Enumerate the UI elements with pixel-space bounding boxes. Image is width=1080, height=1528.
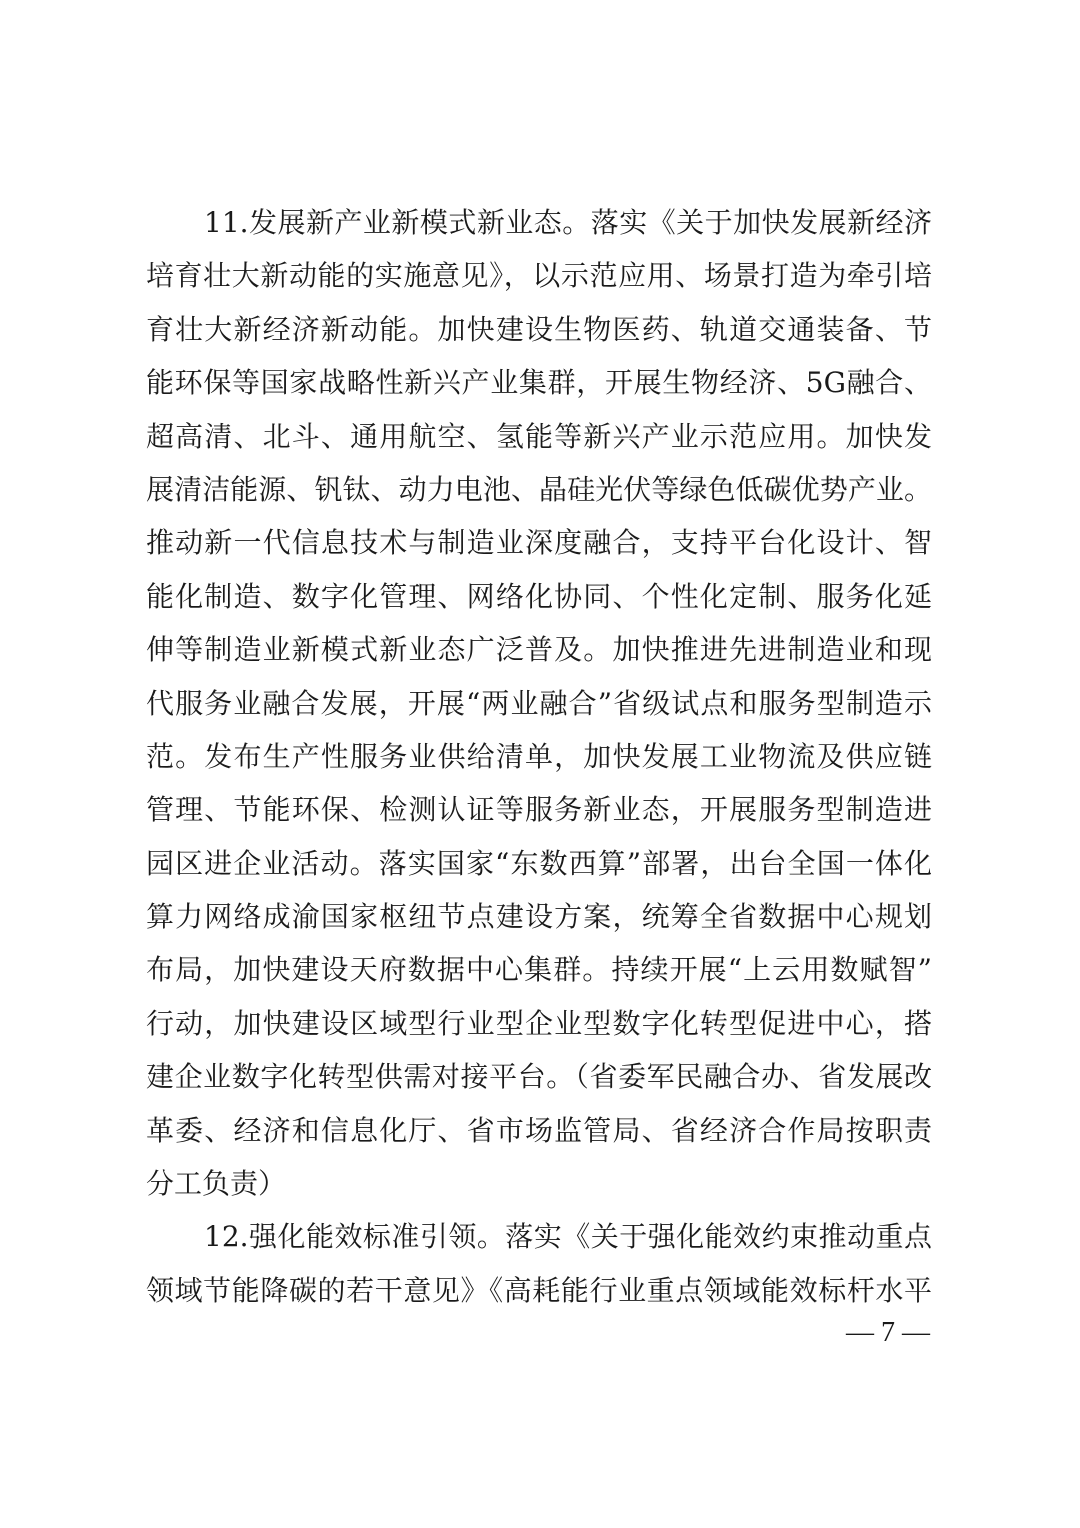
paragraph-11-line-15: 布局，加快建设天府数据中心集群。持续开展“上云用数赋智” (146, 953, 932, 987)
paragraph-11-line-13: 园区进企业活动。落实国家“东数西算”部署，出台全国一体化 (146, 846, 932, 880)
paragraph-11-line-16: 行动，加快建设区域型行业型企业型数字化转型促进中心，搭 (146, 1006, 932, 1040)
paragraph-11-line-5: 超高清、北斗、通用航空、氢能等新兴产业示范应用。加快发 (146, 419, 932, 453)
body-text (146, 196, 932, 1317)
paragraph-11-line-4: 能环保等国家战略性新兴产业集群，开展生物经济、5G融合、 (146, 366, 932, 400)
paragraph-11-line-2: 培育壮大新动能的实施意见》，以示范应用、场景打造为牵引培 (146, 259, 932, 293)
paragraph-11-line-12: 管理、节能环保、检测认证等服务新业态，开展服务型制造进 (146, 793, 932, 827)
page-number: — 7 — (846, 1317, 930, 1348)
paragraph-11-line-3: 育壮大新经济新动能。加快建设生物医药、轨道交通装备、节 (146, 312, 932, 346)
paragraph-12-line-2: 领域节能降碳的若干意见》《高耗能行业重点领域能效标杆水平 (146, 1273, 932, 1307)
paragraph-11-line-7: 推动新一代信息技术与制造业深度融合，支持平台化设计、智 (146, 526, 932, 560)
paragraph-11-line-1: 11.发展新产业新模式新业态。落实《关于加快发展新经济 (204, 206, 932, 239)
paragraph-12-line-1: 12.强化能效标准引领。落实《关于强化能效约束推动重点 (204, 1220, 932, 1254)
paragraph-11-line-19: 分工负责） (146, 1167, 287, 1201)
paragraph-11-line-17: 建企业数字化转型供需对接平台。（省委军民融合办、省发展改 (146, 1060, 932, 1094)
paragraph-11-line-14: 算力网络成渝国家枢纽节点建设方案，统筹全省数据中心规划 (146, 900, 932, 934)
paragraph-11-line-10: 代服务业融合发展，开展“两业融合”省级试点和服务型制造示 (146, 686, 932, 720)
paragraph-11-line-6: 展清洁能源、钒钛、动力电池、晶硅光伏等绿色低碳优势产业。 (146, 472, 932, 506)
paragraph-11-line-11: 范。发布生产性服务业供给清单，加快发展工业物流及供应链 (146, 739, 932, 773)
paragraph-11-line-9: 伸等制造业新模式新业态广泛普及。加快推进先进制造业和现 (146, 633, 932, 667)
paragraph-11-line-18: 革委、经济和信息化厅、省市场监管局、省经济合作局按职责 (146, 1113, 932, 1147)
paragraph-11-line-8: 能化制造、数字化管理、网络化协同、个性化定制、服务化延 (146, 579, 932, 613)
